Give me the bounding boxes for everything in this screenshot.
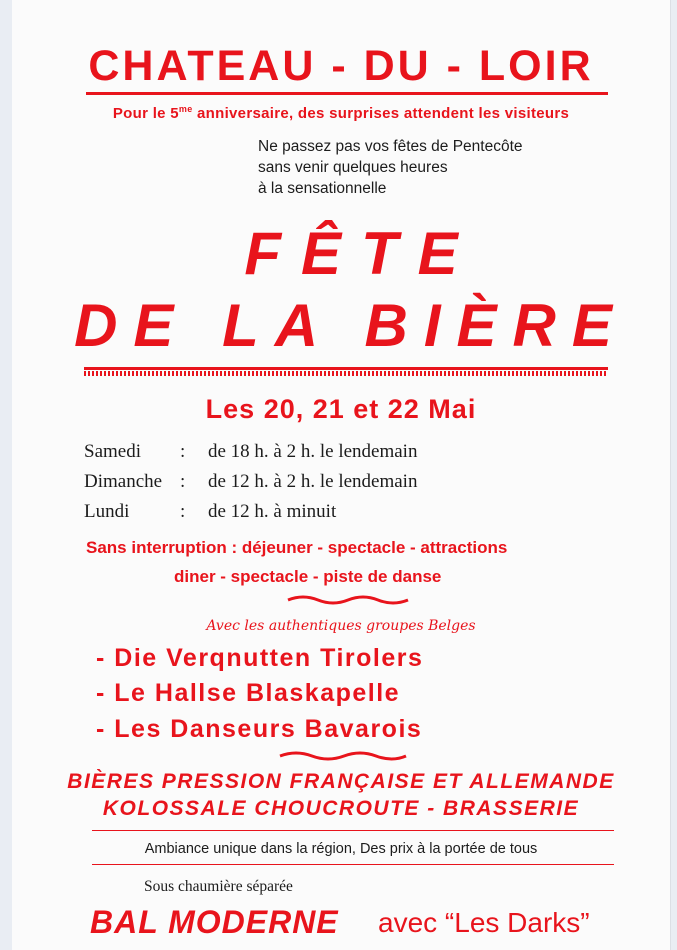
group-name: - Le Hallse Blaskapelle [96, 679, 401, 707]
schedule-colon: : [180, 471, 186, 492]
schedule-day: Dimanche [84, 471, 163, 492]
wavy-divider [286, 594, 410, 606]
event-title-line1: FÊTE [244, 220, 478, 287]
schedule-hours: de 12 h. à minuit [208, 501, 337, 522]
band-les-darks: avec “Les Darks” [378, 907, 590, 938]
ambiance-line: Ambiance unique dans la région, Des prix à la portée de tous [144, 841, 538, 857]
beer-line-1: BIÈRES PRESSION FRANÇAISE ET ALLEMANDE [67, 770, 615, 793]
schedule-row [84, 467, 417, 497]
schedule-colon: : [180, 501, 186, 522]
poster-title: CHATEAU - DU - LOIR [88, 42, 594, 90]
spectacle-line-2: diner - spectacle - piste de danse [174, 567, 442, 586]
poster-page [12, 0, 670, 950]
schedule-row [84, 437, 417, 467]
groups-intro: Avec les authentiques groupes Belges [206, 618, 476, 634]
intro-text [258, 136, 523, 199]
ambiance-rule-top [92, 830, 614, 831]
group-name: - Les Danseurs Bavarois [96, 715, 423, 743]
event-title-line2: DE LA BIÈRE [74, 292, 628, 359]
spectacle-line-1: Sans interruption : déjeuner - spectacle - attractions [86, 538, 508, 557]
intro-line: sans venir quelques heures [258, 159, 448, 176]
intro-line: à la sensationnelle [258, 180, 387, 197]
event-rule-top [84, 367, 608, 370]
ambiance-rule-bottom [92, 864, 614, 865]
schedule-day: Samedi [84, 441, 141, 462]
intro-line: Ne passez pas vos fêtes de Pentecôte [258, 138, 523, 155]
schedule-row [84, 497, 417, 527]
sous-chaumiere-text: Sous chaumière séparée [144, 878, 293, 895]
group-name: - Die Verqnutten Tirolers [96, 644, 424, 672]
schedule-hours: de 18 h. à 2 h. le lendemain [208, 441, 418, 462]
bal-moderne-title: BAL MODERNE [90, 904, 339, 940]
event-dates: Les 20, 21 et 22 Mai [205, 394, 477, 424]
wavy-divider [278, 750, 408, 762]
schedule [84, 437, 417, 527]
beer-line-2: KOLOSSALE CHOUCROUTE - BRASSERIE [102, 797, 580, 820]
event-rule-hatched [84, 371, 608, 376]
schedule-hours: de 12 h. à 2 h. le lendemain [208, 471, 418, 492]
title-underline [86, 92, 608, 95]
anniversary-line: Pour le $5^{me}$ anniversaire, des surprises attendent les visiteurs [112, 104, 570, 122]
schedule-day: Lundi [84, 501, 130, 522]
schedule-colon: : [180, 441, 186, 462]
